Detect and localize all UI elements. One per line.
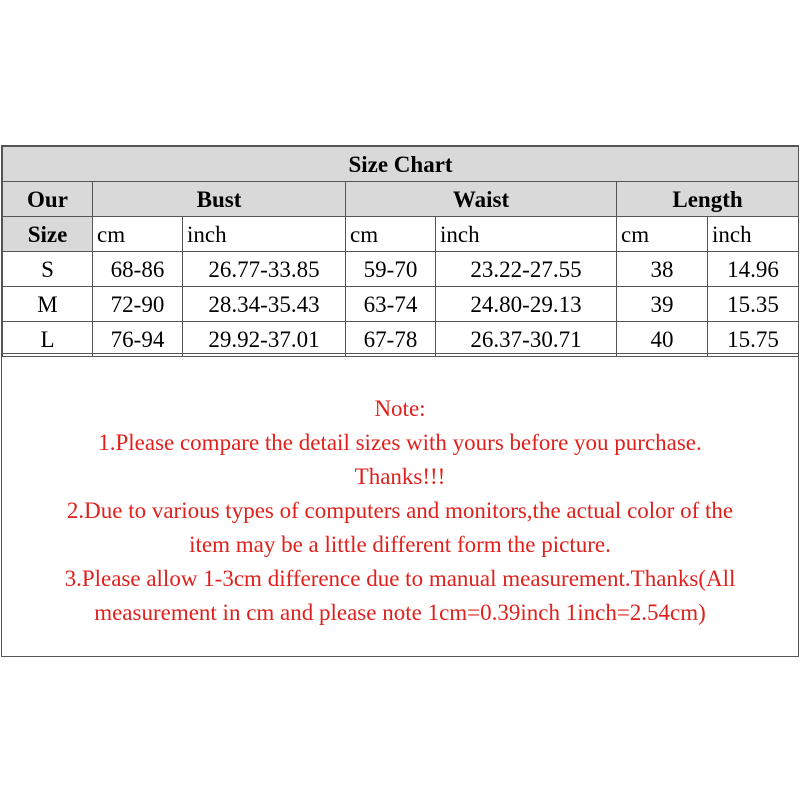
length-cm-cell: 38: [617, 252, 708, 287]
bust-unit-cm: cm: [93, 217, 183, 252]
table-row: [3, 252, 799, 287]
size-chart: [1, 145, 799, 657]
chart-title: Size Chart: [3, 147, 799, 182]
bust-cm-cell: 76-94: [93, 322, 183, 357]
length-unit-cm: cm: [617, 217, 708, 252]
length-unit-inch: inch: [708, 217, 799, 252]
size-table: [2, 146, 799, 357]
bust-inch-cell: 28.34-35.43: [183, 287, 346, 322]
size-cell: L: [3, 322, 93, 357]
waist-cm-cell: 63-74: [346, 287, 436, 322]
size-cell: M: [3, 287, 93, 322]
unit-row: [3, 217, 799, 252]
note-line: 3.Please allow 1-3cm difference due to manual measurement.Thanks(All: [64, 566, 736, 591]
note-line: 1.Please compare the detail sizes with yours before you purchase.: [98, 430, 702, 455]
waist-cm-cell: 59-70: [346, 252, 436, 287]
our-size-label-bottom: Size: [3, 217, 93, 252]
notes-section: [2, 353, 798, 656]
length-cm-cell: 40: [617, 322, 708, 357]
note-line: item may be a little different form the picture.: [189, 532, 611, 557]
note-heading: Note:: [374, 396, 426, 421]
note-line: Thanks!!!: [354, 464, 446, 489]
length-header: Length: [617, 182, 799, 217]
waist-inch-cell: 26.37-30.71: [436, 322, 617, 357]
note-line: measurement in cm and please note 1cm=0.39inch 1inch=2.54cm): [94, 600, 706, 625]
bust-header: Bust: [93, 182, 346, 217]
table-row: [3, 322, 799, 357]
bust-inch-cell: 26.77-33.85: [183, 252, 346, 287]
table-row: [3, 287, 799, 322]
our-size-label-top: Our: [3, 182, 93, 217]
waist-unit-inch: inch: [436, 217, 617, 252]
header-row: [3, 182, 799, 217]
waist-header: Waist: [346, 182, 617, 217]
size-cell: S: [3, 252, 93, 287]
waist-inch-cell: 24.80-29.13: [436, 287, 617, 322]
length-inch-cell: 15.75: [708, 322, 799, 357]
waist-cm-cell: 67-78: [346, 322, 436, 357]
bust-inch-cell: 29.92-37.01: [183, 322, 346, 357]
bust-cm-cell: 68-86: [93, 252, 183, 287]
length-inch-cell: 14.96: [708, 252, 799, 287]
title-row: [3, 147, 799, 182]
length-cm-cell: 39: [617, 287, 708, 322]
waist-inch-cell: 23.22-27.55: [436, 252, 617, 287]
bust-cm-cell: 72-90: [93, 287, 183, 322]
bust-unit-inch: inch: [183, 217, 346, 252]
length-inch-cell: 15.35: [708, 287, 799, 322]
waist-unit-cm: cm: [346, 217, 436, 252]
note-line: 2.Due to various types of computers and monitors,the actual color of the: [66, 498, 734, 523]
